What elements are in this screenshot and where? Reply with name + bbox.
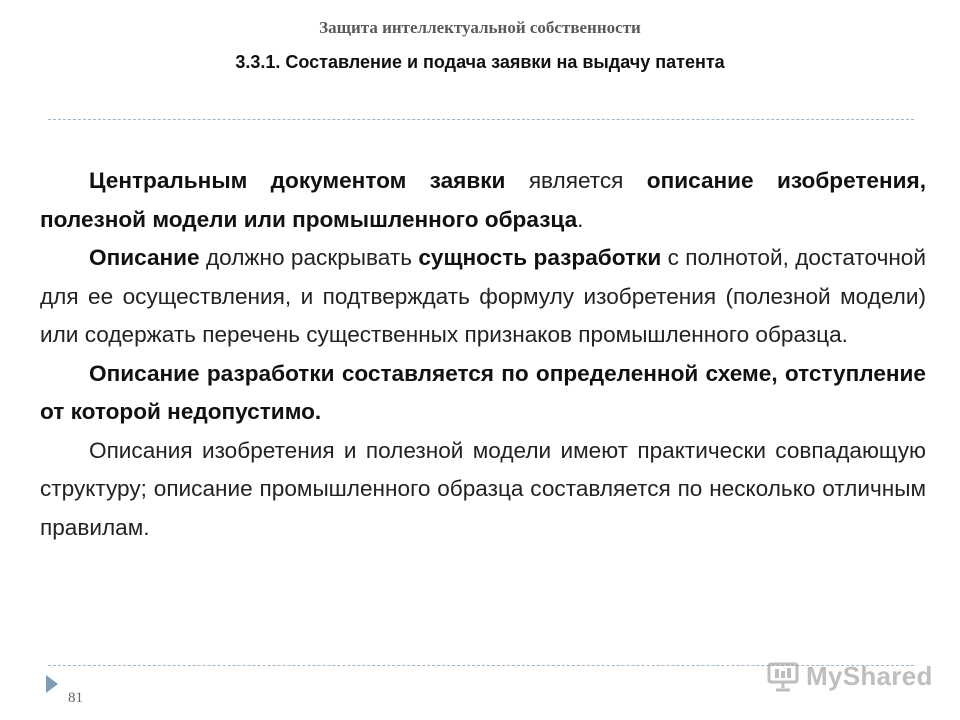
watermark-logo [766,656,933,696]
plain-text: . [577,206,584,232]
bold-text: сущность разработки [418,245,662,270]
bold-text: описание изобретения, полезной модели или промышленного образца [40,168,926,232]
plain-text: должно раскрывать [199,245,419,270]
plain-text: является [505,168,647,193]
paragraph-structure-note [40,432,926,548]
paragraph-scheme-rule [40,355,926,432]
bold-text: Описание [89,245,200,270]
page-number: 81 [68,690,83,706]
paragraph-central-document [40,162,926,239]
paragraph-description-requirements [40,239,926,355]
presentation-title: Защита интеллектуальной собственности [319,18,641,37]
top-divider [48,119,914,120]
plain-text: с полнотой, достаточной для ее осуществления, и подтверждать формулу изобретения (полезной модели) или содержать перечень существенных признаков промышленного образца. [40,245,926,347]
bold-text: Описание разработки составляется по определенной схеме, отступление от которой недопустимо. [40,360,926,424]
plain-text: Описания изобретения и полезной модели имеют практически совпадающую структуру; описание промышленного образца составляется по несколько отличным правилам. [40,437,926,540]
triangle-right-icon [46,675,58,693]
section-heading: 3.3.1. Составление и подача заявки на выдачу патента [235,52,725,72]
bold-text: Центральным документом заявки [89,168,506,193]
slide-body [40,162,926,547]
presentation-board-icon [766,659,800,693]
watermark-text: MyShared [806,660,933,691]
